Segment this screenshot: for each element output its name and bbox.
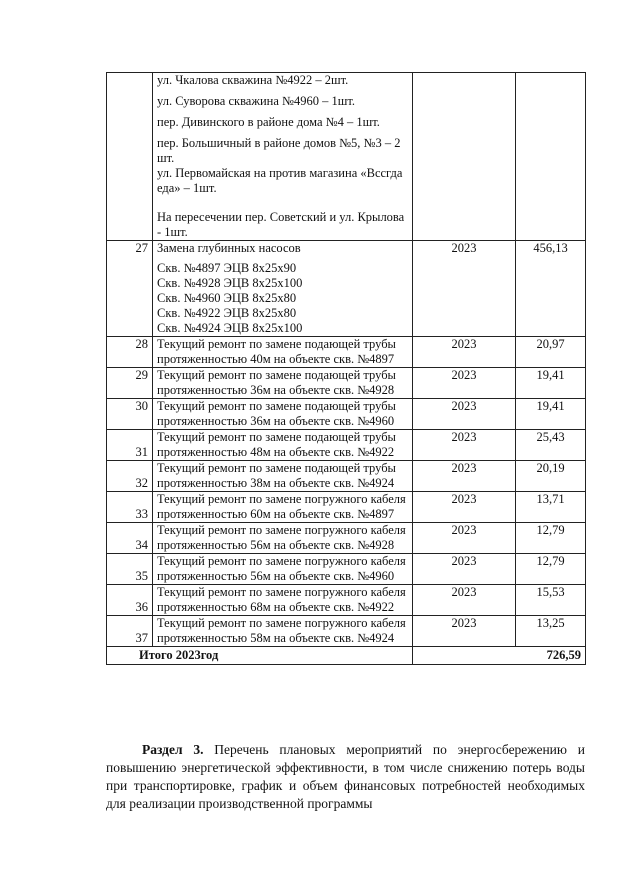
table-row — [107, 554, 586, 585]
well-line: Скв. №4960 ЭЦВ 8х25х80 — [157, 291, 297, 305]
row-amount: 13,25 — [516, 616, 586, 647]
row-year: 2023 — [413, 241, 516, 337]
row-description: Текущий ремонт по замене подающей трубы протяженностью 38м на объекте скв. №4924 — [153, 461, 413, 492]
location-line: ул. Суворова скважина №4960 – 1шт. — [157, 94, 355, 108]
row-year: 2023 — [413, 368, 516, 399]
row-amount: 19,41 — [516, 368, 586, 399]
row-amount: 20,97 — [516, 337, 586, 368]
table-row — [107, 523, 586, 554]
location-line: ул. Чкалова скважина №4922 – 2шт. — [157, 73, 349, 87]
row-amount: 25,43 — [516, 430, 586, 461]
row-amount: 19,41 — [516, 399, 586, 430]
row-year: 2023 — [413, 430, 516, 461]
table-row — [107, 616, 586, 647]
row-number: 33 — [107, 492, 153, 523]
row-amount: 12,79 — [516, 523, 586, 554]
table-row — [107, 337, 586, 368]
section-heading: Раздел 3. — [142, 742, 204, 757]
row-description: Текущий ремонт по замене погружного кабеля протяженностью 58м на объекте скв. №4924 — [153, 616, 413, 647]
row-number: 36 — [107, 585, 153, 616]
row-description: Текущий ремонт по замене погружного кабеля протяженностью 56м на объекте скв. №4960 — [153, 554, 413, 585]
row-year: 2023 — [413, 399, 516, 430]
table-row — [107, 585, 586, 616]
table-row-locations — [107, 73, 586, 241]
row-year: 2023 — [413, 585, 516, 616]
section-text: Перечень плановых мероприятий по энергосбережению и повышению энергетической эффективности, в том числе снижению потерь воды при транспортировке, график и объем финансовых потребностей необходимых для реализации производственной программы — [106, 742, 585, 811]
row-description: Текущий ремонт по замене подающей трубы протяженностью 36м на объекте скв. №4928 — [153, 368, 413, 399]
row-number: 35 — [107, 554, 153, 585]
row-number: 37 — [107, 616, 153, 647]
row-description: Текущий ремонт по замене подающей трубы протяженностью 40м на объекте скв. №4897 — [153, 337, 413, 368]
row-amount: 15,53 — [516, 585, 586, 616]
row-description: Текущий ремонт по замене погружного кабеля протяженностью 68м на объекте скв. №4922 — [153, 585, 413, 616]
table-row — [107, 241, 586, 337]
locations-cell — [153, 73, 413, 241]
row-number: 28 — [107, 337, 153, 368]
row-year: 2023 — [413, 523, 516, 554]
table-row — [107, 368, 586, 399]
row-description — [153, 241, 413, 337]
row-amount: 20,19 — [516, 461, 586, 492]
row-number: 32 — [107, 461, 153, 492]
total-row — [107, 647, 586, 665]
row-amount: 12,79 — [516, 554, 586, 585]
total-label: Итого 2023год — [107, 647, 413, 665]
row-number: 31 — [107, 430, 153, 461]
location-line: ул. Первомайская на против магазина «Вссгда еда» – 1шт. — [157, 166, 403, 195]
well-line: Скв. №4924 ЭЦВ 8х25х100 — [157, 321, 303, 335]
well-line: Скв. №4922 ЭЦВ 8х25х80 — [157, 306, 297, 320]
row-year: 2023 — [413, 492, 516, 523]
section-paragraph — [106, 741, 585, 813]
row-number: 30 — [107, 399, 153, 430]
row-title: Замена глубинных насосов — [157, 241, 301, 255]
row-number: 27 — [107, 241, 153, 337]
table-row — [107, 461, 586, 492]
row-amount: 456,13 — [516, 241, 586, 337]
well-line: Скв. №4897 ЭЦВ 8х25х90 — [157, 261, 297, 275]
row-year: 2023 — [413, 461, 516, 492]
location-line: На пересечении пер. Советский и ул. Крылова - 1шт. — [157, 210, 405, 239]
amount-cell — [516, 73, 586, 241]
measures-table — [106, 72, 586, 665]
row-description: Текущий ремонт по замене подающей трубы протяженностью 36м на объекте скв. №4960 — [153, 399, 413, 430]
row-description: Текущий ремонт по замене погружного кабеля протяженностью 60м на объекте скв. №4897 — [153, 492, 413, 523]
location-line: пер. Дивинского в районе дома №4 – 1шт. — [157, 115, 380, 129]
row-number: 34 — [107, 523, 153, 554]
row-year: 2023 — [413, 337, 516, 368]
year-cell — [413, 73, 516, 241]
location-line: пер. Большичный в районе домов №5, №3 – 2 шт. — [157, 136, 401, 165]
row-number: 29 — [107, 368, 153, 399]
table-row — [107, 492, 586, 523]
row-year: 2023 — [413, 616, 516, 647]
row-description: Текущий ремонт по замене подающей трубы протяженностью 48м на объекте скв. №4922 — [153, 430, 413, 461]
row-year: 2023 — [413, 554, 516, 585]
row-amount: 13,71 — [516, 492, 586, 523]
well-line: Скв. №4928 ЭЦВ 8х25х100 — [157, 276, 303, 290]
table-row — [107, 430, 586, 461]
row-description: Текущий ремонт по замене погружного кабеля протяженностью 56м на объекте скв. №4928 — [153, 523, 413, 554]
table-row — [107, 399, 586, 430]
row-number-cell — [107, 73, 153, 241]
total-value: 726,59 — [413, 647, 586, 665]
